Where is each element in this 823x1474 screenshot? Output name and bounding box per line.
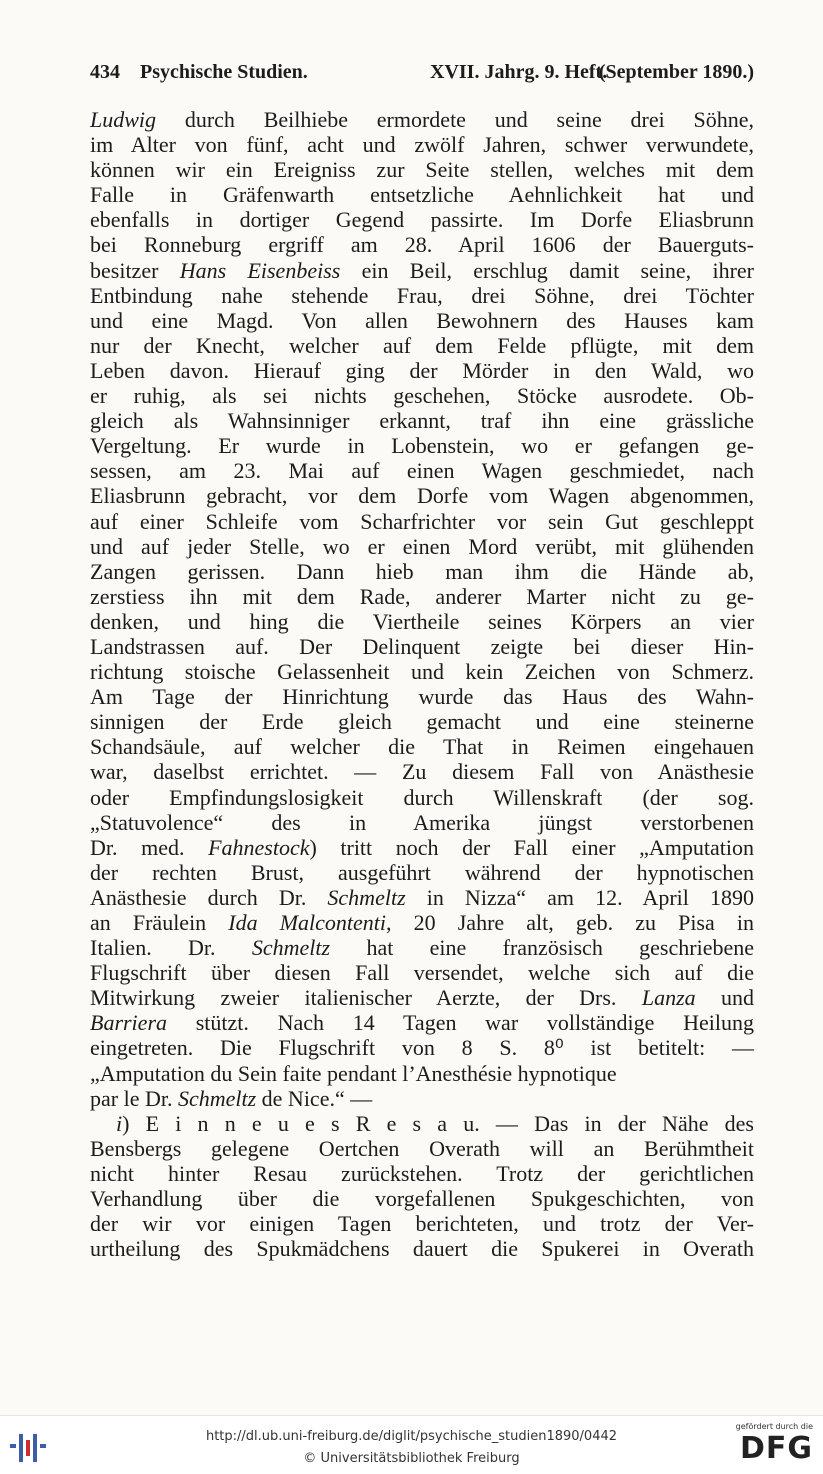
line-text: par le Dr.	[90, 1085, 178, 1111]
text-line	[90, 659, 754, 684]
text-line	[90, 1086, 754, 1111]
text-line	[90, 759, 754, 784]
line-text: Mitwirkung zweier italienischer Aerzte, der Drs.	[90, 985, 642, 1011]
text-line	[90, 810, 754, 835]
dfg-logo	[727, 1422, 813, 1470]
text-line	[90, 207, 754, 232]
text-line	[90, 433, 754, 458]
line-text: nicht hinter Resau zurückstehen. Trotz der gerichtlichen	[90, 1160, 754, 1186]
line-text: bei Ronneburg ergriff am 28. April 1606 der Bauerguts-	[90, 232, 754, 258]
line-text: der rechten Brust, ausgeführt während der hypnotischen	[90, 859, 754, 885]
italic-text: Lanza	[641, 985, 696, 1011]
line-text: Schandsäule, auf welcher die That in Reimen eingehauen	[90, 734, 754, 760]
text-line	[90, 408, 754, 433]
line-text: an Fräulein	[90, 910, 229, 935]
italic-text: Barriera	[90, 1010, 167, 1036]
text-line	[90, 1035, 754, 1060]
line-text: Eliasbrunn gebracht, vor dem Dorfe vom Wagen abgenommen,	[90, 483, 754, 509]
line-text: Vergeltung. Er wurde in Lobenstein, wo er gefangen ge-	[90, 433, 754, 459]
line-text: sessen, am 23. Mai auf einen Wagen geschmiedet, nach	[90, 458, 754, 484]
line-text: ) E i n n e u e s R e s a u. — Das in der Nähe des	[122, 1110, 754, 1136]
text-line	[90, 182, 754, 207]
text-line	[90, 132, 754, 157]
text-line	[90, 584, 754, 609]
text-line	[90, 1136, 754, 1161]
line-text: sinnigen der Erde gleich gemacht und eine steinerne	[90, 709, 754, 735]
italic-text: Hans Eisenbeiss	[179, 257, 341, 283]
copyright-notice: © Universitätsbibliothek Freiburg	[303, 1451, 520, 1466]
text-line	[90, 960, 754, 985]
text-line	[90, 258, 754, 283]
text-line	[90, 157, 754, 182]
line-text: Landstrassen auf. Der Delinquent zeigte bei dieser Hin-	[90, 633, 754, 659]
line-text: Italien. Dr.	[90, 935, 252, 961]
line-text: urtheilung des Spukmädchens dauert die Spukerei in Overath	[90, 1236, 754, 1262]
italic-text: Schmeltz	[177, 1085, 257, 1111]
line-text: Flugschrift über diesen Fall versendet, welche sich auf die	[90, 960, 754, 986]
line-text: auf einer Schleife vom Scharfrichter vor sein Gut geschleppt	[90, 508, 754, 534]
line-text: Am Tage der Hinrichtung wurde das Haus des Wahn-	[90, 684, 754, 710]
line-text: ein Beil, erschlug damit seine, ihrer	[340, 257, 755, 283]
text-line	[90, 860, 754, 885]
italic-text: Schmeltz	[327, 884, 406, 910]
line-text: „Amputation du Sein faite pendant l’Anesthésie hypnotique	[90, 1060, 617, 1086]
text-line	[90, 1111, 754, 1136]
text-line	[90, 785, 754, 810]
text-line	[90, 885, 754, 910]
text-line	[90, 534, 754, 559]
line-text: Verhandlung über die vorgefallenen Spukgeschichten, von	[90, 1186, 754, 1212]
line-text: hat eine französisch geschriebene	[330, 935, 754, 961]
line-text: durch Beilhiebe ermordete und seine drei Söhne,	[156, 107, 754, 132]
italic-text: Schmeltz	[251, 935, 331, 961]
line-text: im Alter von fünf, acht und zwölf Jahren, schwer verwundete,	[90, 132, 754, 158]
line-text: Entbindung nahe stehende Frau, drei Söhne, drei Töchter	[90, 282, 754, 308]
line-text: Bensbergs gelegene Oertchen Overath will an Berühmtheit	[90, 1135, 754, 1161]
text-line	[90, 684, 754, 709]
line-text: Leben davon. Hierauf ging der Mörder in den Wald, wo	[90, 357, 754, 383]
line-text: und eine Magd. Von allen Bewohnern des Hauses kam	[90, 307, 754, 333]
line-text: eingetreten. Die Flugschrift von 8 S. 8⁰ ist betitelt: —	[90, 1035, 754, 1061]
line-text: stützt. Nach 14 Tagen war vollständige Heilung	[167, 1010, 754, 1036]
text-line	[90, 559, 754, 584]
line-text: in Nizza“ am 12. April 1890	[405, 884, 754, 910]
line-text: ebenfalls in dortiger Gegend passirte. Im Dorfe Eliasbrunn	[90, 207, 754, 233]
line-text: denken, und hing die Viertheile seines Körpers an vier	[90, 608, 754, 634]
permalink-url[interactable]: http://dl.ub.uni-freiburg.de/diglit/psychische_studien1890/0442	[205, 1429, 618, 1444]
line-text: Anästhesie durch Dr.	[90, 884, 328, 910]
line-text: gleich als Wahnsinniger erkannt, traf ihn eine grässliche	[90, 408, 754, 434]
journal-title: Psychische Studien.	[140, 61, 308, 83]
text-line	[90, 609, 754, 634]
text-line	[90, 634, 754, 659]
text-line	[90, 509, 754, 534]
issue-date: (September 1890.)	[598, 61, 754, 83]
text-line	[90, 1236, 754, 1261]
italic-text: Fahnestock	[208, 834, 310, 860]
line-text: und auf jeder Stelle, wo er einen Mord verübt, mit glühenden	[90, 533, 754, 559]
line-text: besitzer	[90, 257, 180, 283]
running-header	[90, 58, 754, 86]
dfg-logo-text: DFG	[739, 1431, 813, 1466]
line-text: zerstiess ihn mit dem Rade, anderer Marter nicht zu ge-	[90, 583, 754, 609]
text-line	[90, 358, 754, 383]
text-line	[90, 910, 754, 935]
body-text	[90, 107, 754, 1261]
line-text: oder Empfindungslosigkeit durch Willenskraft (der sog.	[90, 784, 754, 810]
line-text: Dr. med.	[90, 834, 209, 860]
text-line	[90, 709, 754, 734]
line-text: de Nice.“ —	[256, 1085, 373, 1111]
text-line	[90, 483, 754, 508]
line-text: und	[695, 985, 755, 1011]
line-text: er ruhig, als sei nichts geschehen, Stöcke ausrodete. Ob-	[90, 383, 754, 409]
text-line	[90, 835, 754, 860]
text-line	[90, 985, 754, 1010]
line-text: Zangen gerissen. Dann hieb man ihm die Hände ab,	[90, 558, 754, 584]
line-text: , 20 Jahre alt, geb. zu Pisa in	[386, 910, 754, 935]
text-line	[90, 1161, 754, 1186]
page-number: 434	[90, 61, 120, 83]
text-line	[90, 1186, 754, 1211]
italic-text: Ludwig	[90, 107, 157, 132]
italic-text: Ida Malcontenti	[228, 910, 387, 935]
line-text: der wir vor einigen Tagen berichteten, und trotz der Ver-	[90, 1211, 754, 1237]
line-text: war, daselbst errichtet. — Zu diesem Fall von Anästhesie	[90, 759, 754, 785]
line-text: „Statuvolence“ des in Amerika jüngst verstorbenen	[90, 809, 754, 835]
text-line	[90, 333, 754, 358]
text-line	[90, 935, 754, 960]
text-line	[90, 734, 754, 759]
text-line	[90, 1211, 754, 1236]
text-line	[90, 232, 754, 257]
italic-text: i	[116, 1110, 123, 1136]
text-line	[90, 458, 754, 483]
text-line	[90, 107, 754, 132]
funder-caption: gefördert durch die	[735, 1422, 813, 1431]
line-text: Falle in Gräfenwarth entsetzliche Aehnlichkeit hat und	[90, 182, 754, 208]
issue-info: XVII. Jahrg. 9. Heft.	[430, 61, 608, 83]
line-text: nur der Knecht, welcher auf dem Felde pflügte, mit dem	[90, 332, 754, 358]
line-text: richtung stoische Gelassenheit und kein Zeichen von Schmerz.	[90, 659, 754, 685]
text-line	[90, 283, 754, 308]
text-line	[90, 1061, 754, 1086]
text-line	[90, 308, 754, 333]
viewer-footer	[0, 1415, 823, 1474]
line-text: ) tritt noch der Fall einer „Amputation	[309, 834, 754, 860]
text-line	[90, 383, 754, 408]
line-text: können wir ein Ereigniss zur Seite stellen, welches mit dem	[90, 157, 754, 183]
text-line	[90, 1010, 754, 1035]
